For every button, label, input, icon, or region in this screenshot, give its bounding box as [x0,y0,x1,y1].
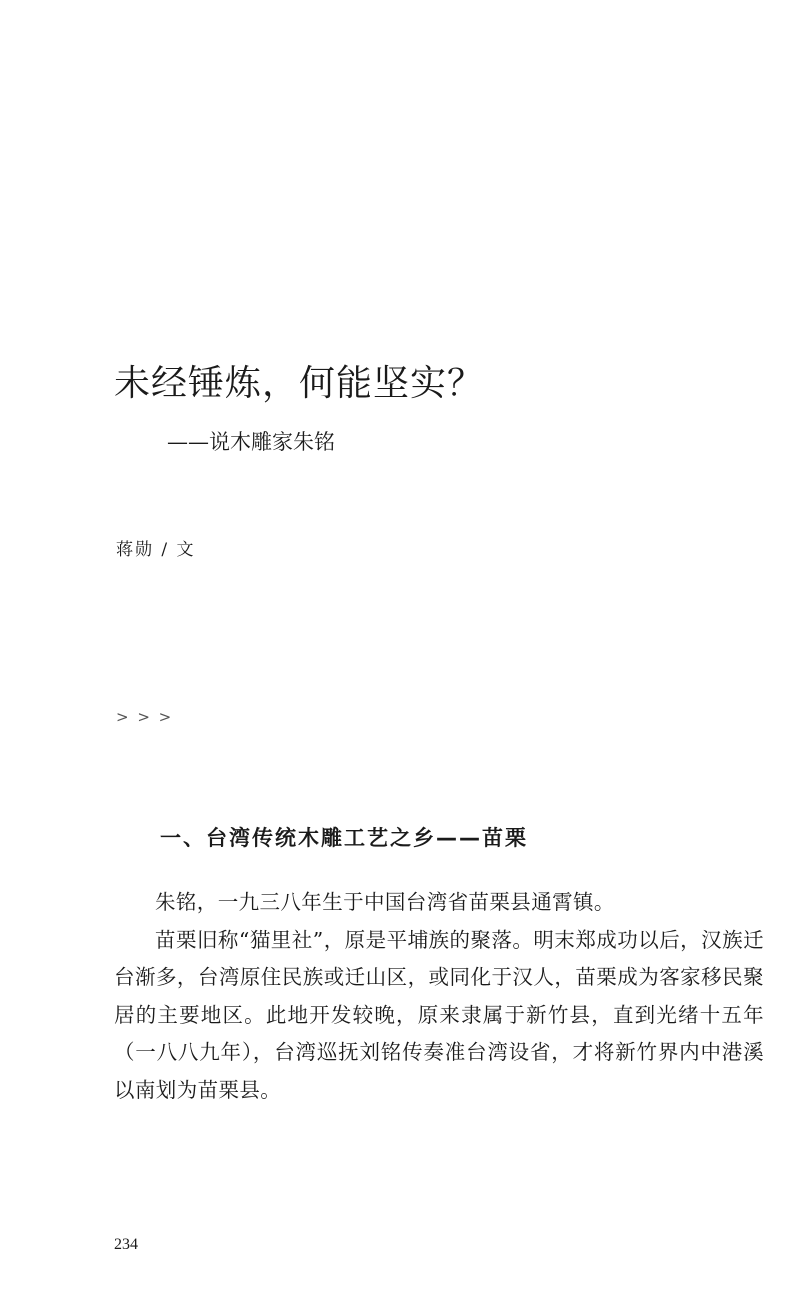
section-heading: 一、台湾传统木雕工艺之乡——苗栗 [160,826,528,850]
paragraph: 朱铭，一九三八年生于中国台湾省苗栗县通霄镇。 [155,890,615,914]
author-byline: 蒋勋 / 文 [116,540,196,560]
paragraph: 苗栗旧称“猫里社”，原是平埔族的聚落。明末郑成功以后，汉族迁台渐多，台湾原住民族或迁山区，或同化于汉人，苗栗成为客家移民聚居的主要地区。此地开发较晚，原来隶属于新竹县，直到光绪十五年（一八八九年），台湾巡抚刘铭传奏准台湾设省，才将新竹界内中港溪以南划为苗栗县。 [114,927,764,1102]
article-title: 未经锤炼，何能坚实？ [114,363,485,404]
article-subtitle: ——说木雕家朱铭 [167,430,335,454]
section-marker: > > > [116,708,174,726]
page-number: 234 [114,1236,138,1253]
body-text [114,884,764,1109]
